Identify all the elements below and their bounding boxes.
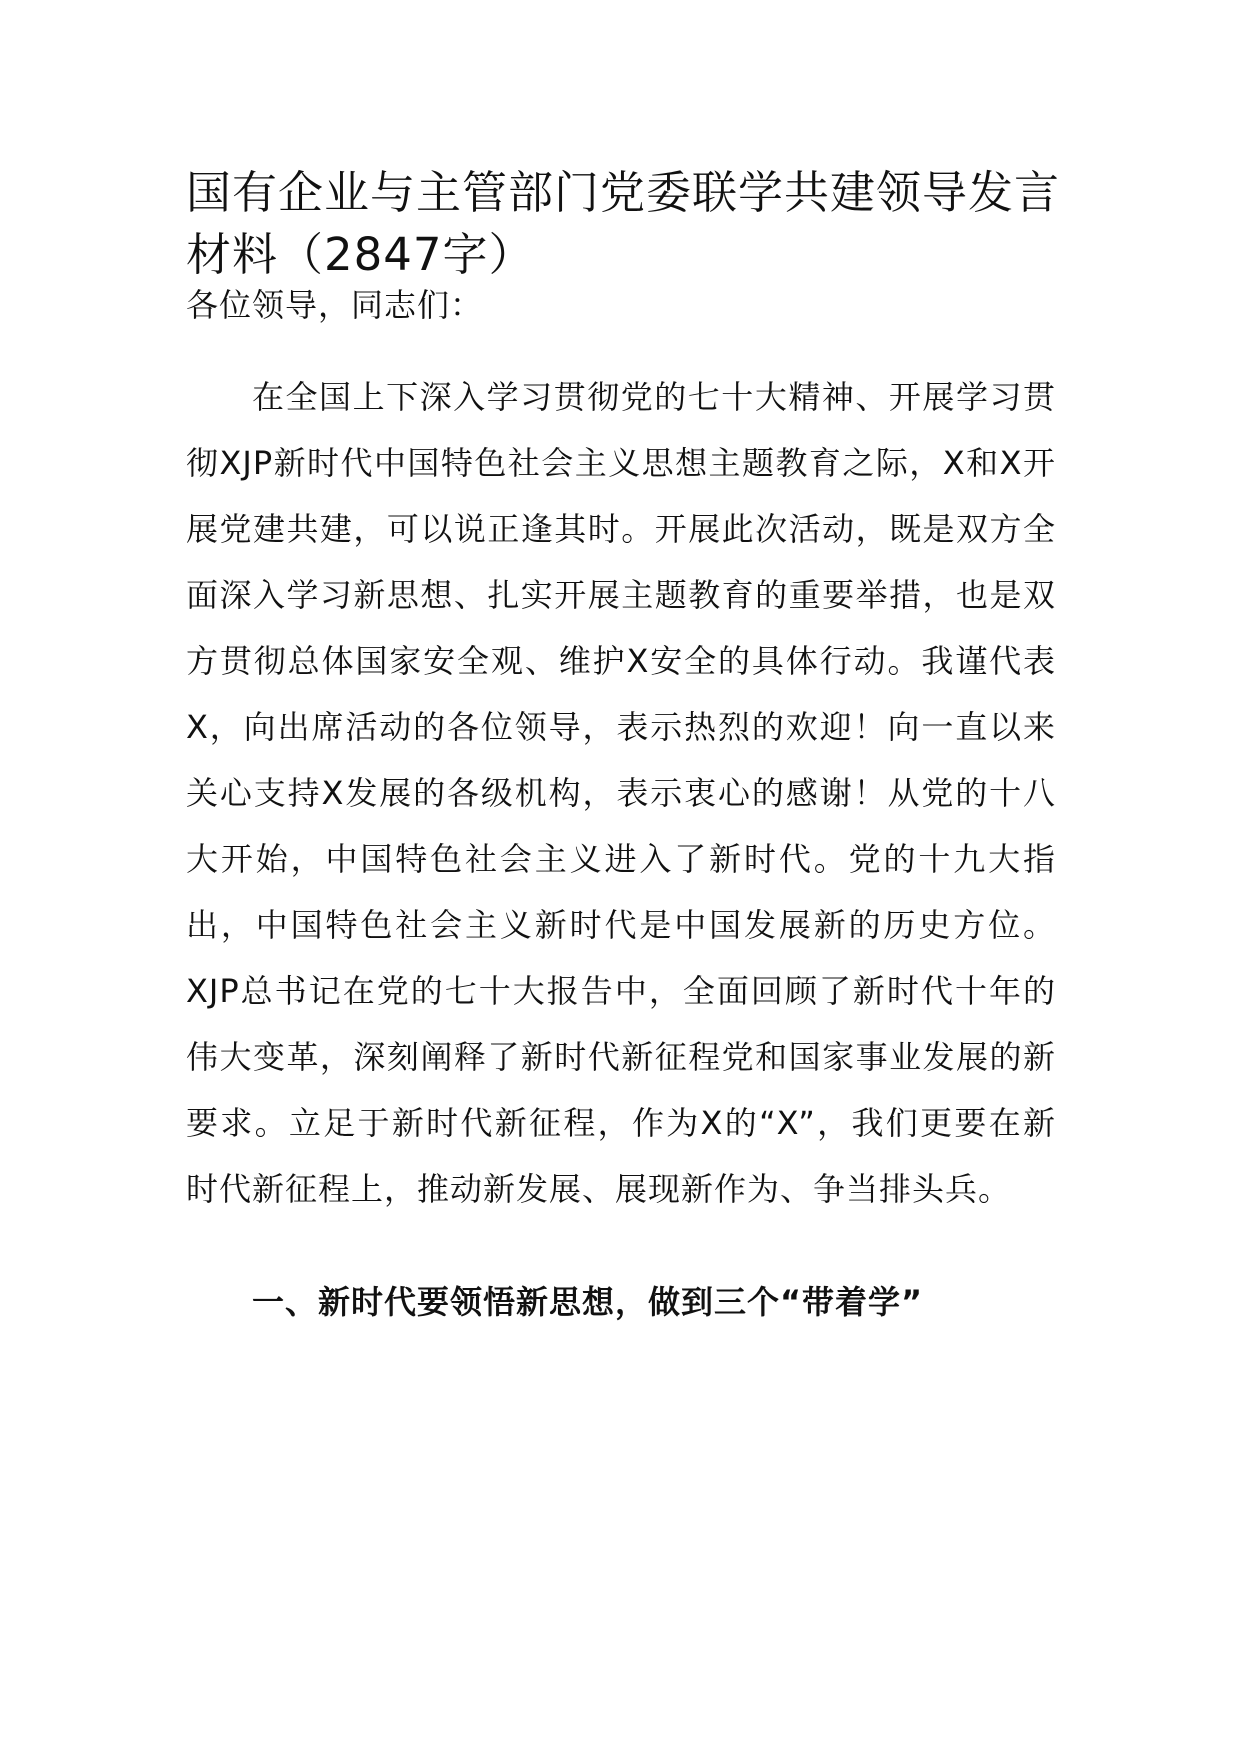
section-heading: 一、新时代要领悟新思想，做到三个“带着学” bbox=[252, 1283, 924, 1321]
document-title: 国有企业与主管部门党委联学共建领导发言材料（2847字） bbox=[186, 166, 1061, 281]
salutation: 各位领导，同志们： bbox=[186, 286, 484, 324]
body-paragraph: 在全国上下深入学习贯彻党的七十大精神、开展学习贯彻XJP新时代中国特色社会主义思想主题教育之际，X和X开展党建共建，可以说正逢其时。开展此次活动，既是双方全面深入学习新思想、扎实开展主题教育的重要举措，也是双方贯彻总体国家安全观、维护X安全的具体行动。我谨代表X，向出席活动的各位领导，表示热烈的欢迎！向一直以来关心支持X发展的各级机构，表示衷心的感谢！从党的十八大开始，中国特色社会主义进入了新时代。党的十九大指出，中国特色社会主义新时代是中国发展新的历史方位。XJP总书记在党的七十大报告中，全面回顾了新时代十年的伟大变革，深刻阐释了新时代新征程党和国家事业发展的新要求。立足于新时代新征程，作为X的“X”，我们更要在新时代新征程上，推动新发展、展现新作为、争当排头兵。 bbox=[186, 378, 1056, 1208]
